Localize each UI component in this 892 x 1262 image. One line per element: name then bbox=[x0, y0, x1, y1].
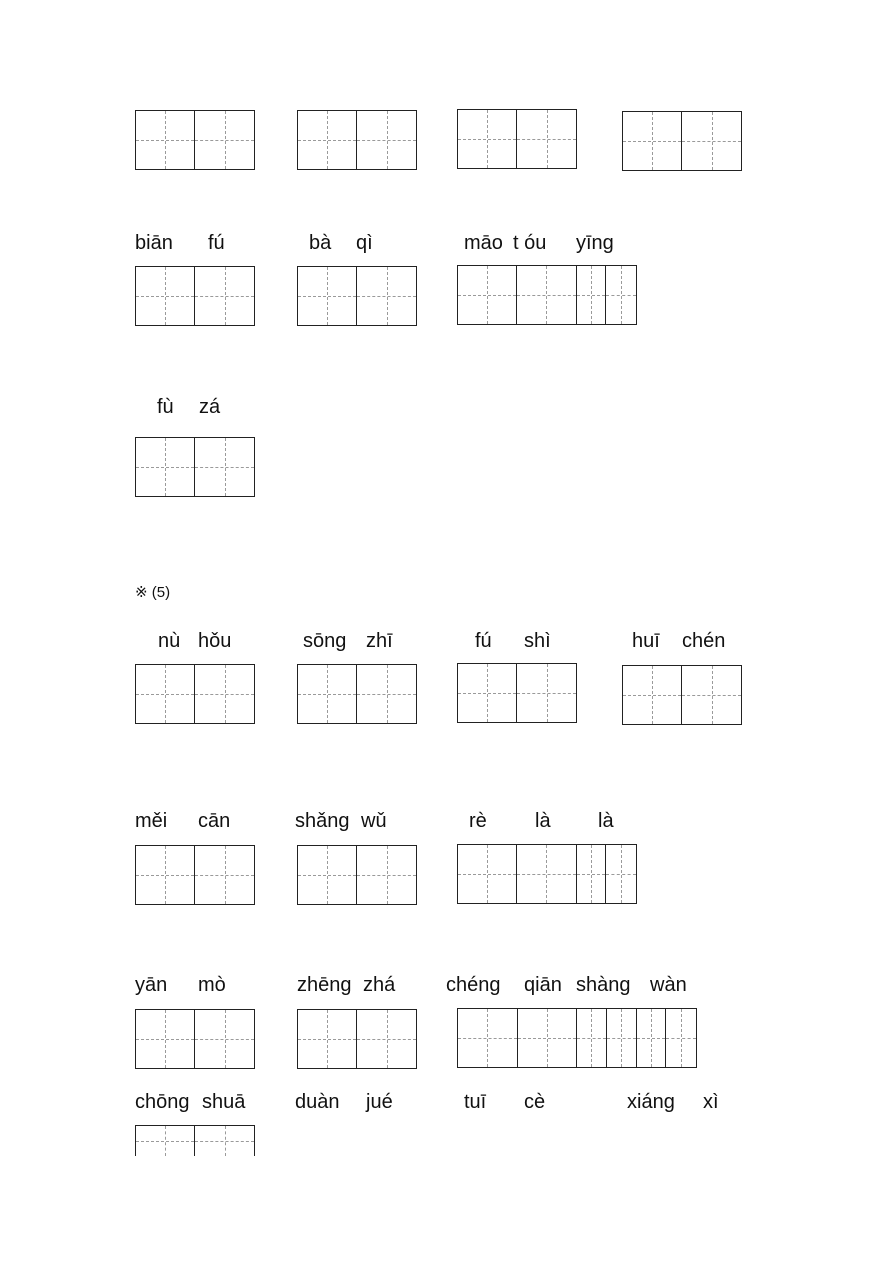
pinyin-label: fú bbox=[208, 232, 225, 254]
pinyin-label: fú bbox=[475, 630, 492, 652]
pinyin-label: t óu bbox=[513, 232, 547, 254]
pinyin-label: shǎng bbox=[295, 810, 350, 832]
pinyin-label: nù bbox=[158, 630, 181, 652]
char-grid-r5-1[interactable] bbox=[135, 845, 255, 905]
pinyin-label: shàng bbox=[576, 974, 631, 996]
pinyin-label: xiáng bbox=[627, 1091, 675, 1113]
pinyin-label: wǔ bbox=[361, 810, 387, 832]
pinyin-label: qiān bbox=[524, 974, 562, 996]
char-grid-r1-1[interactable] bbox=[135, 110, 255, 170]
pinyin-label: cān bbox=[198, 810, 231, 832]
pinyin-label: qì bbox=[356, 232, 373, 254]
pinyin-label: zhēng bbox=[297, 974, 352, 996]
pinyin-label: chōng bbox=[135, 1091, 190, 1113]
pinyin-label: zhá bbox=[363, 974, 396, 996]
pinyin-label: shuā bbox=[202, 1091, 246, 1113]
char-grid-r2-1[interactable] bbox=[135, 266, 255, 326]
pinyin-label: jué bbox=[366, 1091, 393, 1113]
char-grid-r4-4[interactable] bbox=[622, 665, 742, 725]
char-grid-r3-1[interactable] bbox=[135, 437, 255, 497]
char-grid-r7-1[interactable] bbox=[135, 1125, 255, 1156]
pinyin-label: yīng bbox=[576, 232, 614, 254]
pinyin-label: wàn bbox=[650, 974, 687, 996]
pinyin-label: chéng bbox=[446, 974, 501, 996]
pinyin-label: bà bbox=[309, 232, 332, 254]
char-grid-r4-2[interactable] bbox=[297, 664, 417, 724]
pinyin-label: tuī bbox=[464, 1091, 487, 1113]
pinyin-label: là bbox=[535, 810, 551, 832]
char-grid-r6-1[interactable] bbox=[135, 1009, 255, 1069]
pinyin-label: là bbox=[598, 810, 614, 832]
char-grid-r1-3[interactable] bbox=[457, 109, 577, 169]
char-grid-r2-3[interactable] bbox=[457, 265, 637, 325]
section-marker: ※ (5) bbox=[135, 584, 171, 601]
char-grid-r1-2[interactable] bbox=[297, 110, 417, 170]
pinyin-label: měi bbox=[135, 810, 168, 832]
pinyin-label: biān bbox=[135, 232, 173, 254]
pinyin-label: zá bbox=[199, 396, 221, 418]
pinyin-label: duàn bbox=[295, 1091, 340, 1113]
pinyin-label: xì bbox=[703, 1091, 719, 1113]
char-grid-r2-2[interactable] bbox=[297, 266, 417, 326]
pinyin-label: sōng bbox=[303, 630, 347, 652]
pinyin-label: māo bbox=[464, 232, 503, 254]
char-grid-r4-1[interactable] bbox=[135, 664, 255, 724]
pinyin-label: cè bbox=[524, 1091, 546, 1113]
pinyin-label: shì bbox=[524, 630, 551, 652]
pinyin-label: yān bbox=[135, 974, 168, 996]
char-grid-r6-2[interactable] bbox=[297, 1009, 417, 1069]
char-grid-r5-2[interactable] bbox=[297, 845, 417, 905]
char-grid-r5-3[interactable] bbox=[457, 844, 637, 904]
pinyin-label: rè bbox=[469, 810, 487, 832]
char-grid-r4-3[interactable] bbox=[457, 663, 577, 723]
pinyin-label: hǒu bbox=[198, 630, 232, 652]
char-grid-r6-3[interactable] bbox=[457, 1008, 697, 1068]
pinyin-label: huī bbox=[632, 630, 660, 652]
pinyin-label: chén bbox=[682, 630, 726, 652]
char-grid-r1-4[interactable] bbox=[622, 111, 742, 171]
pinyin-label: mò bbox=[198, 974, 226, 996]
pinyin-label: fù bbox=[157, 396, 174, 418]
pinyin-label: zhī bbox=[366, 630, 393, 652]
